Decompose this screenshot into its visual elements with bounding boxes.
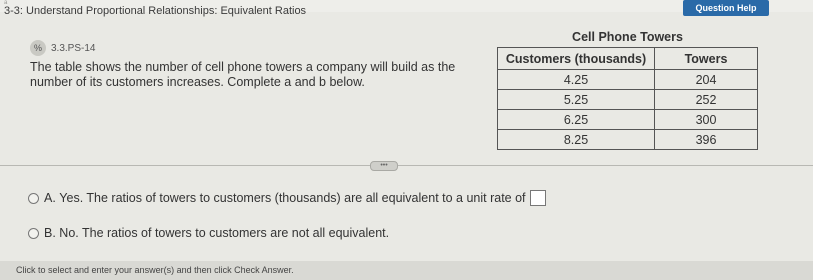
- table-row: [498, 110, 758, 130]
- table-cell: 204: [655, 70, 758, 90]
- table-header-towers: Towers: [655, 48, 758, 70]
- table-header-customers: Customers (thousands): [498, 48, 655, 70]
- table-cell: 4.25: [498, 70, 655, 90]
- divider-handle[interactable]: •••: [370, 161, 398, 171]
- table-cell: 300: [655, 110, 758, 130]
- table-title: Cell Phone Towers: [572, 30, 683, 44]
- option-b-letter: B.: [44, 226, 56, 240]
- table-cell: 252: [655, 90, 758, 110]
- question-id: [30, 40, 95, 56]
- header-note: a: [4, 0, 8, 6]
- instruction-hint: Click to select and enter your answer(s) and then click Check Answer.: [16, 265, 294, 275]
- table-row: [498, 130, 758, 150]
- radio-option-a[interactable]: [28, 193, 39, 204]
- question-id-label: 3.3.PS-14: [51, 42, 96, 54]
- question-help-button[interactable]: Question Help: [683, 0, 769, 16]
- data-table: [497, 27, 758, 150]
- question-prompt: The table shows the number of cell phone towers a company will build as the number of its customers increases. Complete a and b below.: [30, 60, 456, 89]
- option-b-text: No. The ratios of towers to customers are not all equivalent.: [59, 226, 390, 240]
- option-a-letter: A.: [44, 191, 56, 205]
- percent-icon: %: [30, 40, 46, 56]
- table-cell: 396: [655, 130, 758, 150]
- table-cell: 8.25: [498, 130, 655, 150]
- table-cell: 6.25: [498, 110, 655, 130]
- unit-rate-answer-box[interactable]: [530, 190, 546, 206]
- table-cell: 5.25: [498, 90, 655, 110]
- lesson-title: 3-3: Understand Proportional Relationships: Equivalent Ratios: [4, 5, 307, 17]
- option-a-text: Yes. The ratios of towers to customers (thousands) are all equivalent to a unit rate of: [59, 191, 526, 205]
- table-row: [498, 70, 758, 90]
- option-b[interactable]: [28, 226, 389, 240]
- radio-option-b[interactable]: [28, 228, 39, 239]
- divider: [0, 165, 813, 166]
- option-a[interactable]: [28, 190, 546, 206]
- table-row: [498, 90, 758, 110]
